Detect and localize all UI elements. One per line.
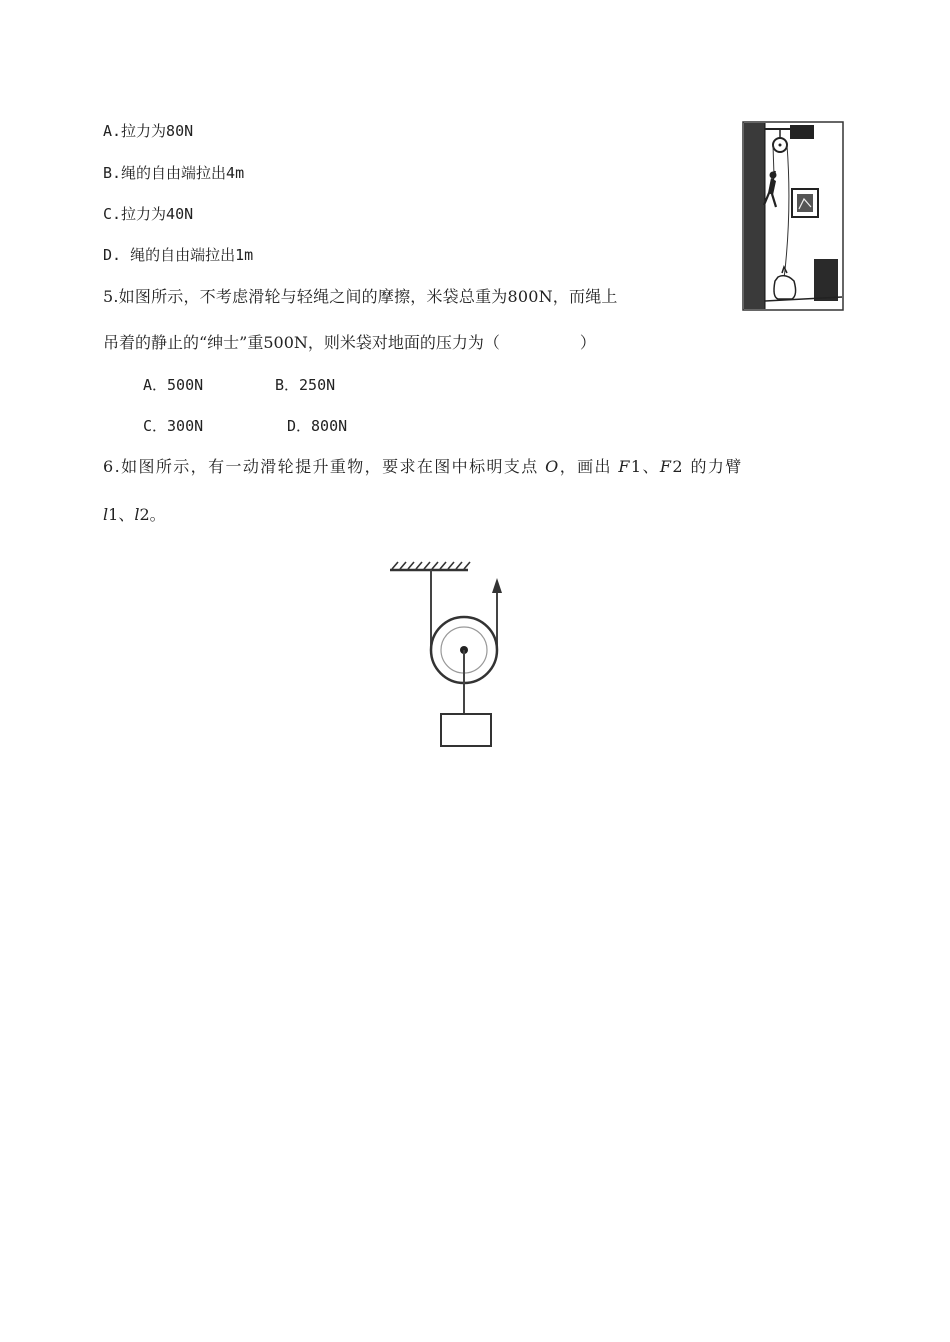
pull-arrow-icon <box>492 578 502 593</box>
q6-force1-symbol: F <box>618 457 631 476</box>
q4-option-b: B.绳的自由端拉出4m <box>103 164 245 182</box>
q6-arm1-symbol: l <box>103 505 109 524</box>
q5-option-c: C．300N <box>143 417 204 435</box>
q6-text-part2: ，画出 <box>559 457 619 476</box>
q6-force2-symbol: F <box>659 457 673 476</box>
rice-sack-icon <box>774 276 796 299</box>
q5-option-a: A．500N <box>143 376 204 394</box>
q6-arm2-index: 2 <box>139 505 150 524</box>
q6-text-part3: 、 <box>642 457 660 476</box>
ceiling-hatching <box>392 562 470 569</box>
q6-force2-index: 2 <box>672 457 684 476</box>
pulley-axle <box>779 144 782 147</box>
top-window <box>790 125 814 139</box>
q6-movable-pulley-figure <box>384 556 510 750</box>
q5-gentleman-rice-bag-figure <box>742 121 844 311</box>
wall-picture <box>797 194 813 212</box>
weight-block <box>441 714 491 746</box>
q6-text-end: 。 <box>149 505 166 524</box>
q6-stem-line2 <box>103 505 166 525</box>
q5-stem-line1: 5.如图所示，不考虑滑轮与轻绳之间的摩擦，米袋总重为800N，而绳上 <box>103 287 618 306</box>
q6-stem-line1 <box>103 457 743 477</box>
q4-option-d: D. 绳的自由端拉出1m <box>103 246 254 264</box>
q6-arm2-symbol: l <box>134 505 140 524</box>
q5-stem-line2: 吊着的静止的“绅士”重500N，则米袋对地面的压力为（ ） <box>103 333 596 352</box>
q6-force1-index: 1 <box>630 457 643 476</box>
building-wall <box>744 123 765 309</box>
q5-option-b: B．250N <box>275 376 336 394</box>
q6-arm1-index: 1 <box>108 505 119 524</box>
q6-pivot-symbol: O <box>545 457 560 476</box>
q5-option-d: D．800N <box>287 417 348 435</box>
q4-option-a: A.拉力为80N <box>103 122 194 140</box>
lower-doorway <box>814 259 838 301</box>
q6-text-sep: 、 <box>118 505 135 524</box>
q4-option-c: C.拉力为40N <box>103 205 194 223</box>
q6-text-part1: 6.如图所示，有一动滑轮提升重物，要求在图中标明支点 <box>103 457 546 476</box>
q6-text-part4: 的力臂 <box>684 457 743 476</box>
